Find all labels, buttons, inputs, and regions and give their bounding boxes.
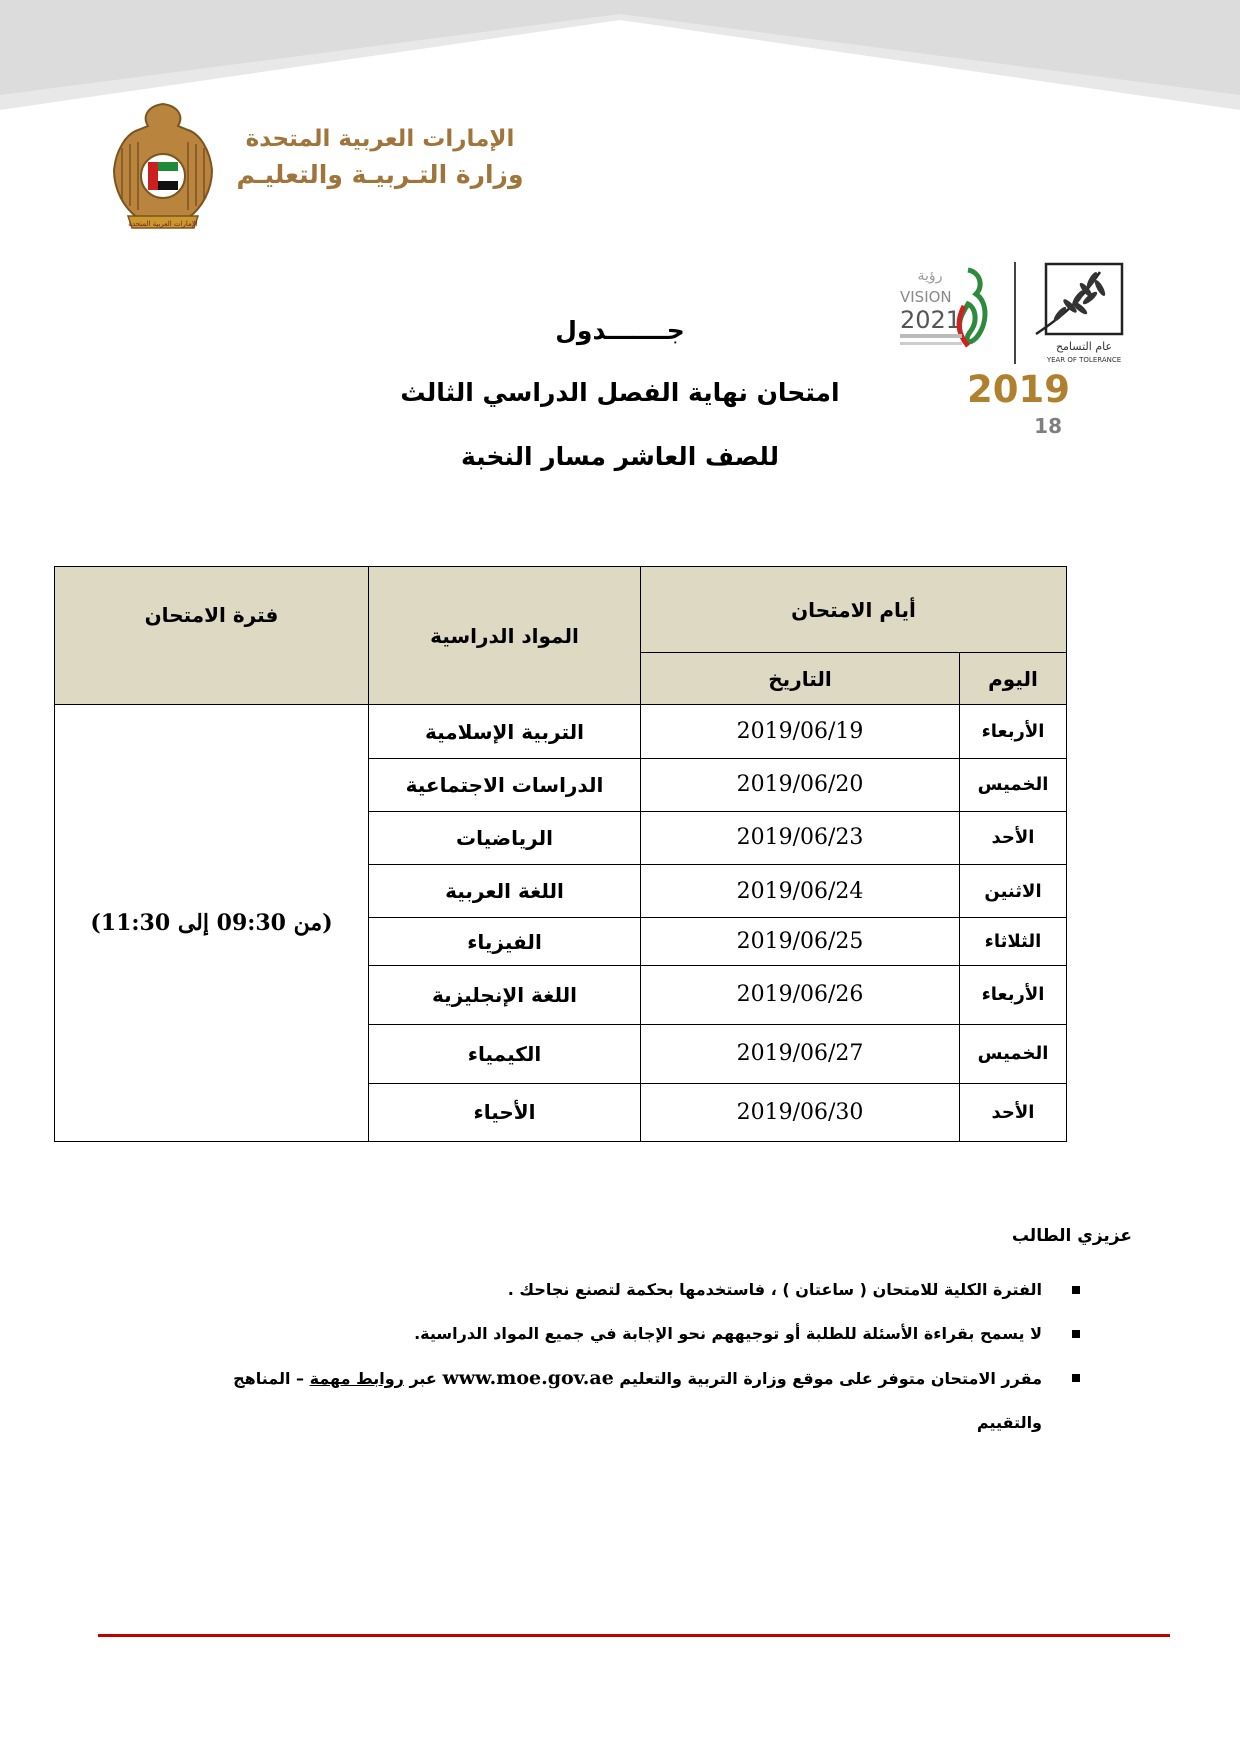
row-subject: الكيمياء <box>369 1024 641 1083</box>
row-subject: الأحياء <box>369 1083 641 1141</box>
bullet-icon <box>1072 1374 1080 1382</box>
notes-list <box>180 1268 1080 1445</box>
ministry-country-name: الإمارات العربية المتحدة <box>245 126 515 152</box>
row-subject: الفيزياء <box>369 918 641 966</box>
top-decorative-band <box>0 0 1240 110</box>
tolerance-english: YEAR OF TOLERANCE <box>1046 356 1122 364</box>
row-date: 2019/06/20 <box>641 758 960 811</box>
bullet-icon <box>1072 1286 1080 1294</box>
vision-word: رؤية <box>917 268 943 284</box>
note-item <box>180 1356 1080 1445</box>
row-day: الخميس <box>960 1024 1067 1083</box>
vision-label: VISION <box>900 288 952 306</box>
bullet-icon <box>1072 1330 1080 1338</box>
period-header: فترة الامتحان <box>55 567 369 705</box>
row-subject: الرياضيات <box>369 811 641 864</box>
row-day: الأربعاء <box>960 705 1067 758</box>
row-day: الأحد <box>960 1083 1067 1141</box>
note-item <box>180 1268 1080 1312</box>
note-text: الفترة الكلية للامتحان ( ساعتان ) ، فاستخدمها بحكمة لتصنع نجاحك . <box>507 1280 1042 1299</box>
note-text: عبر <box>409 1369 437 1388</box>
row-date: 2019/06/26 <box>641 966 960 1024</box>
note-item <box>180 1312 1080 1356</box>
row-subject: التربية الإسلامية <box>369 705 641 758</box>
grade-title: للصف العاشر مسار النخبة <box>461 442 779 471</box>
year-of-tolerance-logo-icon <box>1030 258 1130 366</box>
important-links-link[interactable]: روابط مهمة <box>309 1369 404 1388</box>
row-date: 2019/06/30 <box>641 1083 960 1141</box>
vision-year: 2021 <box>900 306 962 334</box>
moe-website-link[interactable]: www.moe.gov.ae <box>442 1367 614 1389</box>
ministry-name: وزارة التـربيـة والتعليـم <box>236 160 524 189</box>
exam-schedule-table <box>54 566 1067 1142</box>
row-subject: الدراسات الاجتماعية <box>369 758 641 811</box>
logo-divider <box>1014 262 1016 364</box>
note-text: – المناهج والتقييم <box>233 1369 1042 1432</box>
schedule-title: جـــــــدول <box>555 316 685 345</box>
row-day: الأربعاء <box>960 966 1067 1024</box>
row-day: الأحد <box>960 811 1067 864</box>
row-subject: اللغة العربية <box>369 864 641 917</box>
row-day: الخميس <box>960 758 1067 811</box>
emblem-caption: الإمارات العربية المتحدة <box>128 220 198 228</box>
notes-heading: عزيزي الطالب <box>1011 1226 1132 1246</box>
row-date: 2019/06/27 <box>641 1024 960 1083</box>
row-subject: اللغة الإنجليزية <box>369 966 641 1024</box>
uae-emblem-icon <box>108 100 218 235</box>
row-date: 2019/06/19 <box>641 705 960 758</box>
date-header: التاريخ <box>641 653 960 705</box>
year-badge: 2019 <box>967 368 1070 411</box>
tolerance-arabic: عام التسامح <box>1055 340 1113 353</box>
vision-2021-logo-icon <box>898 262 998 362</box>
subjects-header: المواد الدراسية <box>369 567 641 705</box>
row-date: 2019/06/25 <box>641 918 960 966</box>
note-text: لا يسمح بقراءة الأسئلة للطلبة أو توجيههم نحو الإجابة في جميع المواد الدراسية. <box>414 1324 1042 1343</box>
exam-days-header: أيام الامتحان <box>641 567 1067 653</box>
row-date: 2019/06/24 <box>641 864 960 917</box>
page-number: 18 <box>1034 414 1062 438</box>
exam-period-cell: (من 09:30 إلى 11:30) <box>55 705 369 1142</box>
row-day: الثلاثاء <box>960 918 1067 966</box>
note-text: مقرر الامتحان متوفر على موقع وزارة التربية والتعليم <box>619 1369 1042 1388</box>
footer-divider <box>98 1634 1170 1637</box>
row-day: الاثنين <box>960 864 1067 917</box>
day-header: اليوم <box>960 653 1067 705</box>
row-date: 2019/06/23 <box>641 811 960 864</box>
exam-title: امتحان نهاية الفصل الدراسي الثالث <box>400 378 840 407</box>
